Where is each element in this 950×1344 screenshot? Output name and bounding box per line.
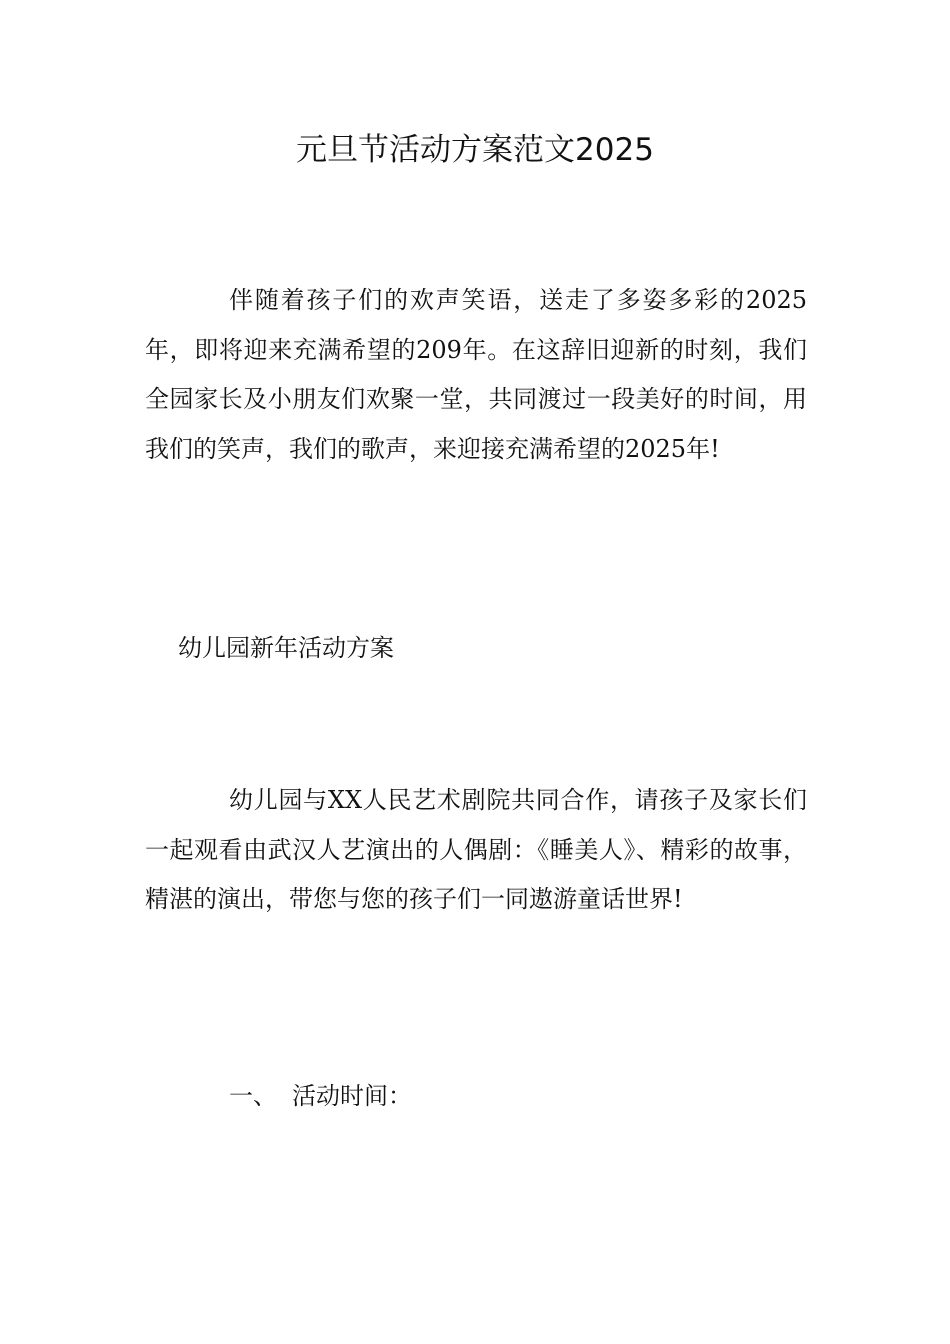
activity-paragraph: 幼儿园与XX人民艺术剧院共同合作，请孩子及家长们一起观看由武汉人艺演出的人偶剧：《睡美人》、精彩的故事，精湛的演出，带您与您的孩子们一同遨游童话世界! xyxy=(145,786,807,913)
section-label: 活动时间： xyxy=(292,1082,412,1110)
section-number: 一、 xyxy=(229,1082,277,1110)
page-title: 元旦节活动方案范文2025 xyxy=(296,132,654,168)
section-heading-activity-time xyxy=(229,1072,412,1122)
intro-paragraph: 伴随着孩子们的欢声笑语，送走了多姿多彩的2025年，即将迎来充满希望的209年。在这辞旧迎新的时刻，我们全园家长及小朋友们欢聚一堂，共同渡过一段美好的时间，用我们的笑声，我们的歌声，来迎接充满希望的2025年! xyxy=(145,286,807,463)
subheading: 幼儿园新年活动方案 xyxy=(178,634,394,662)
